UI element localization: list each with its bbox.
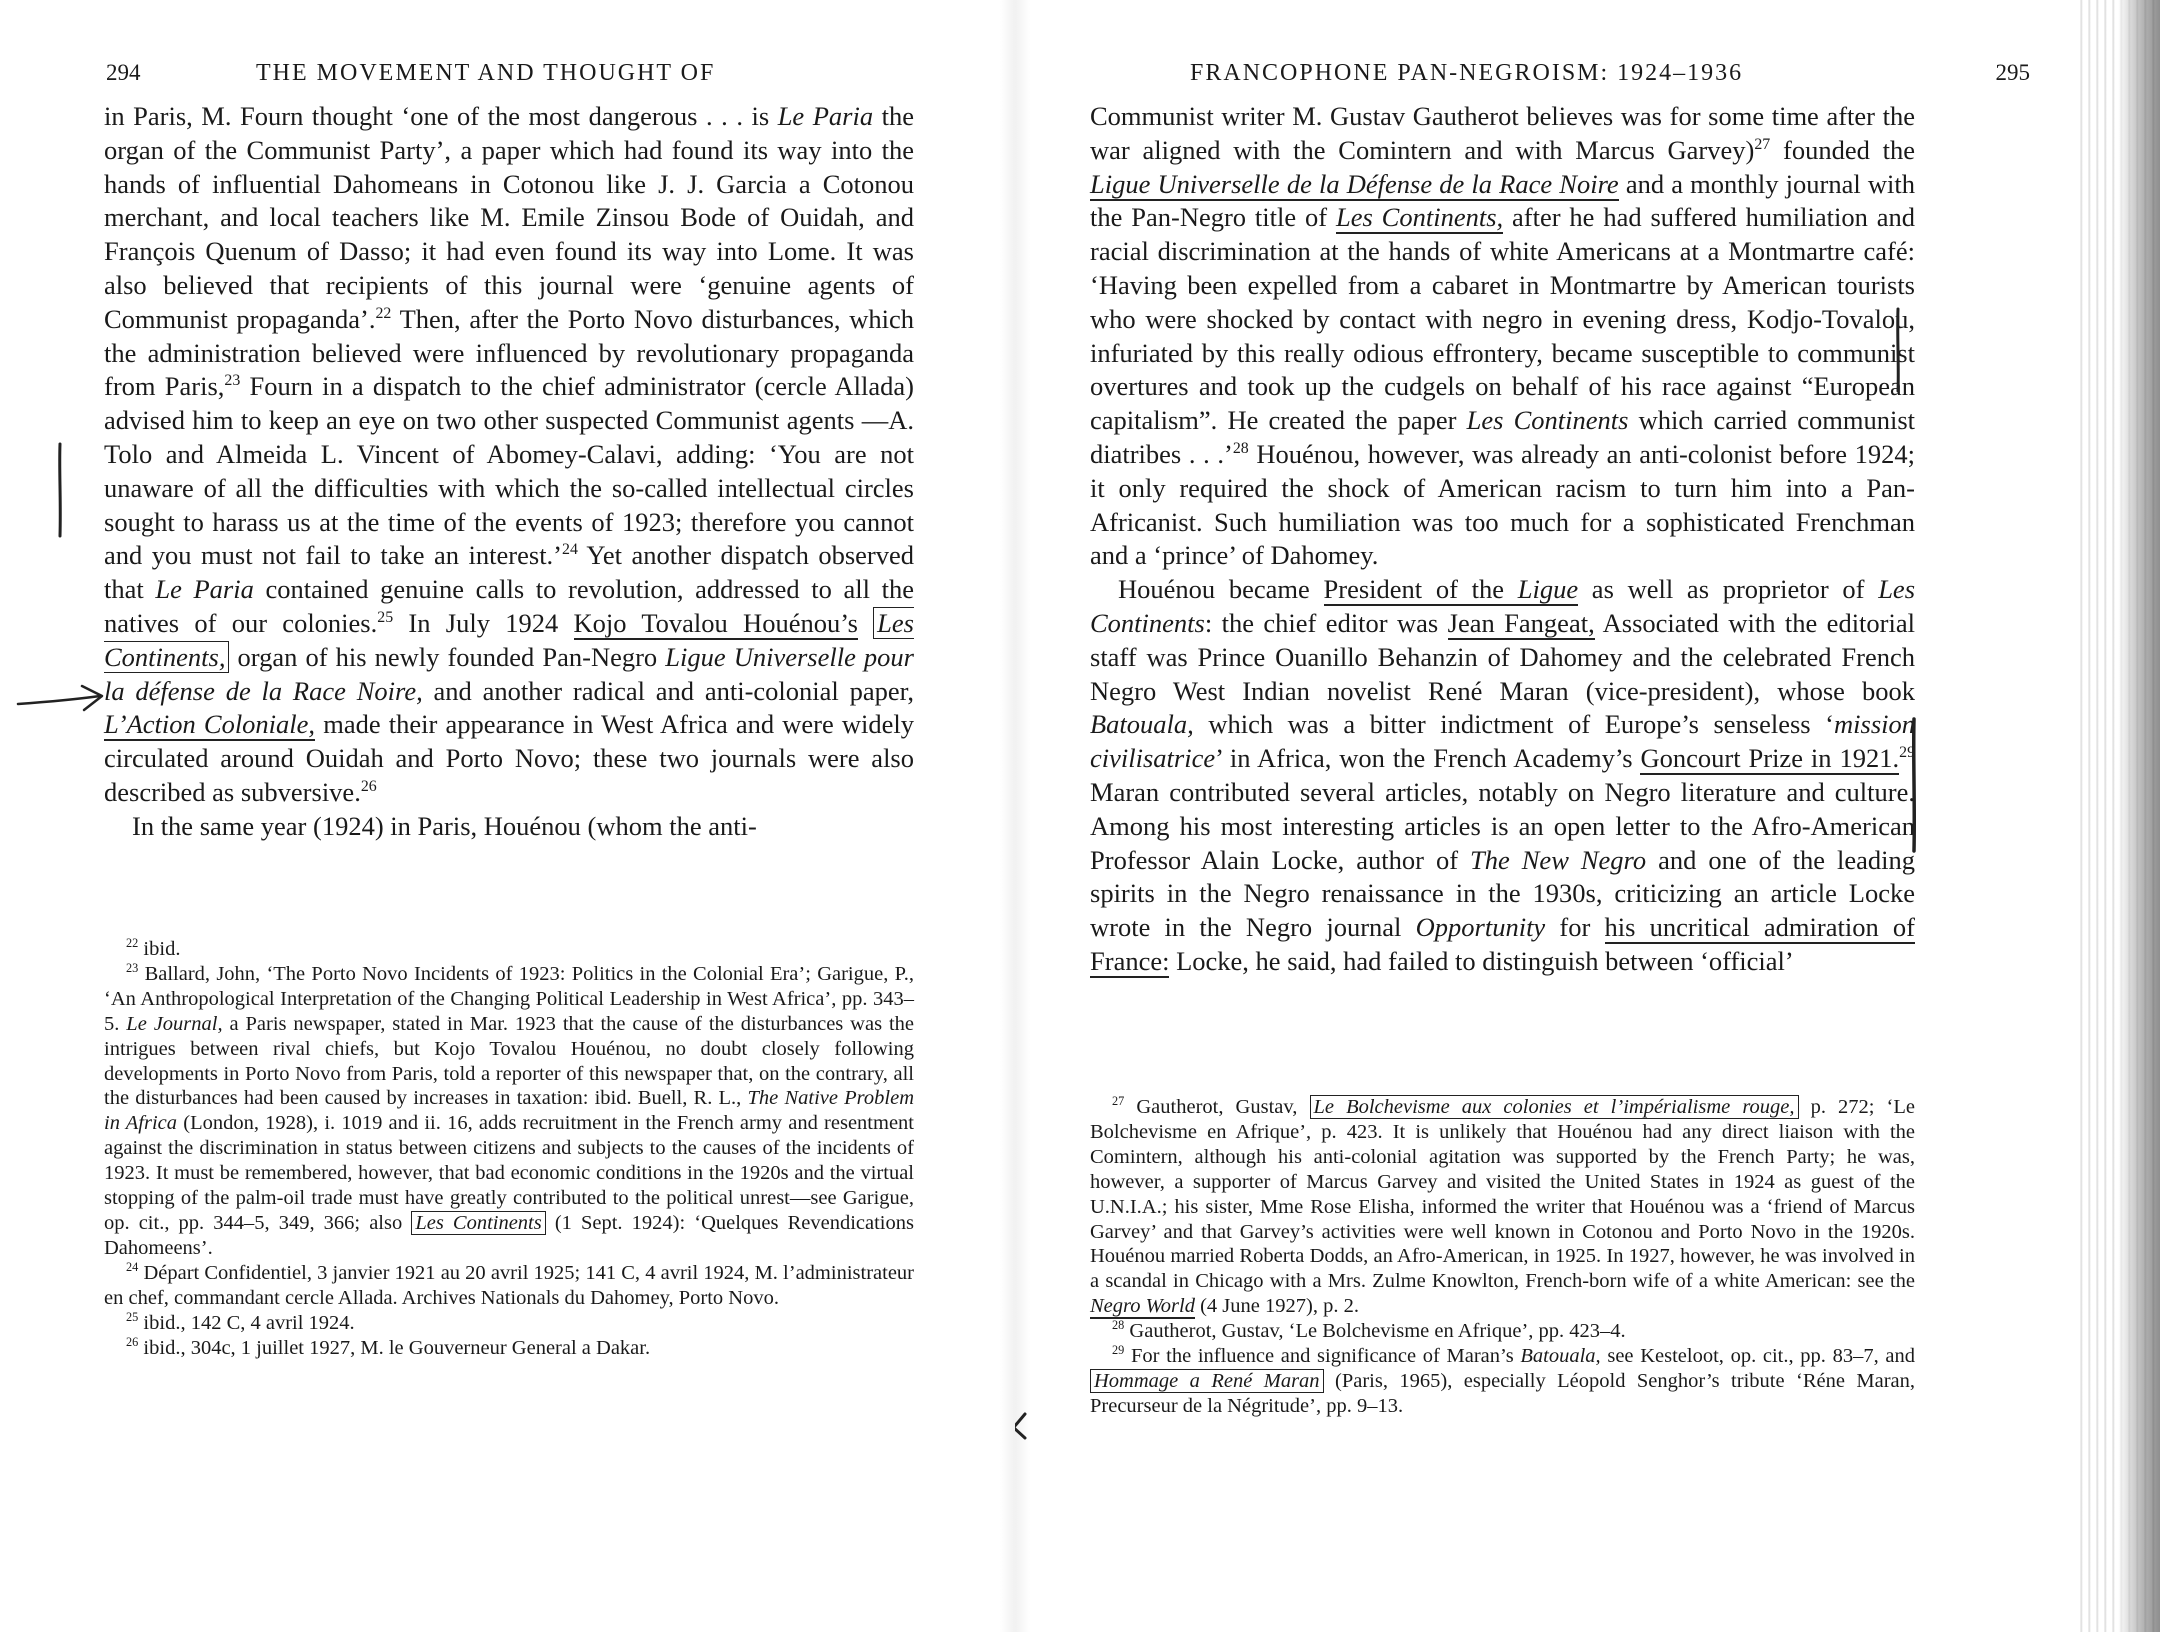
footnote-26: $^{26}$ ibid., 304c, 1 juillet 1927, M. le Gouverneur General a Dakar.	[126, 1334, 651, 1359]
footnote-ref-26: 26	[360, 778, 377, 796]
left-footnotes	[104, 937, 914, 1360]
footnote-ref-27: 27	[1754, 135, 1771, 153]
handwritten-underline-fangeat: Jean Fangeat,	[1447, 607, 1595, 638]
left-page-header	[106, 60, 906, 96]
handwritten-underline-les-continents: Les Continents,	[1335, 202, 1504, 233]
right-paragraph-2: Houénou became President of the Ligue as well as proprietor of Les Continents: the chief editor was Jean Fangeat, Associated with the editorial staff was Prince Ouanillo Behanzin of Dahomey and the celebrated French Negro West Indian novelist René Maran (vice-president), whose book Batouala, which was a bitter indictment of Europe’s senseless ‘mission civilisatrice’ in Africa, won the French Academy’s Goncourt Prize in 1921.29 Maran contributed several articles, notably on Negro literature and culture. Among his most interesting articles is an open letter to the Afro-American Professor Alain Locke, author of The New Negro and one of the leading spirits in the Negro renaissance in the 1930s, criticizing an article Locke wrote in the Negro journal Opportunity for his uncritical admiration of France: Locke, he said, had failed to distinguish between ‘official’	[1090, 574, 1916, 976]
right-running-head: FRANCOPHONE PAN-NEGROISM: 1924–1936	[1190, 60, 1744, 86]
left-paragraph-2: In the same year (1924) in Paris, Houénou (whom the anti-	[132, 810, 757, 841]
margin-bar-mark	[50, 440, 70, 540]
handwritten-box-les-continents: Les Continents,	[104, 607, 914, 672]
left-running-head: THE MOVEMENT AND THOUGHT OF	[256, 60, 716, 86]
left-page-number: 294	[106, 60, 141, 85]
footnote-ref-22: 22	[375, 304, 392, 322]
footnote-28: $^{28}$ Gautherot, Gustav, ‘Le Bolchevisme en Afrique’, pp. 423–4.	[1112, 1318, 1626, 1343]
right-paragraph-1: Communist writer M. Gustav Gautherot believes was for some time after the war aligned with the Comintern and with Marcus Garvey)$^{27}$ founded the Ligue Universelle de la Défense de la Race Noire and a monthly journal with the Pan-Negro title of Les Continents, after he had suffered humiliation and racial discrimination at the hands of white Americans at a Montmartre café: ‘Having been expelled from a cabaret in Montmartre by American tourists who were shocked by contact with negro in evening dress, Kodjo-Tovalou, infuriated by this really odious effrontery, became susceptible to communist overtures and took up the cudgels on behalf of his race against “European capitalism”. He created the paper Les Continents which carried communist diatribes . . .’$^{28}$ Houénou, however, was already an anti-colonist before 1924; it only required the shock of American racism to turn him into a Pan-Africanist. Such humiliation was too much for a sophisticated Frenchman and a ‘prince’ of Dahomey.	[1090, 101, 1916, 571]
footnote-25: $^{25}$ ibid., 142 C, 4 avril 1924.	[126, 1309, 355, 1334]
handwritten-underline-negro-world: Negro World	[1090, 1295, 1195, 1318]
right-page-number: 295	[1995, 60, 2030, 85]
handwritten-underline-admiration: his uncritical admiration of France:	[1090, 912, 1915, 976]
handwritten-underline-ligue: Ligue Universelle de la Défense de la Race Noire	[1090, 168, 1619, 199]
handwritten-underline-houenou: Kojo Tovalou Houénou’s	[573, 607, 858, 638]
footnote-ref-29: 29	[1899, 744, 1916, 762]
right-footnotes	[1090, 1095, 1915, 1419]
handwritten-underline-action-coloniale: L’Action Coloniale,	[104, 709, 316, 740]
footnote-24: $^{24}$ Départ Confidentiel, 3 janvier 1921 au 20 avril 1925; 141 C, 4 avril 1924, M. l’administrateur en chef, commandant cercle Allada. Archives Nationals du Dahomey, Porto Novo.	[104, 1259, 914, 1309]
footnote-29: $^{29}$ For the influence and significance of Maran’s Batouala, see Kesteloot, op. cit., pp. 83–7, and Hommage a René Maran (Paris, 1965), especially Léopold Senghor’s tribute ‘Réne Maran, Precurseur de la Négritude’, pp. 9–13.	[1090, 1343, 1915, 1417]
left-paragraph-1: in Paris, M. Fourn thought ‘one of the most dangerous . . . is Le Paria the organ of the Communist Party’, a paper which had found its way into the hands of influential Dahomeans in Cotonou like J. J. Garcia a Cotonou merchant, and local teachers like M. Emile Zinsou Bode of Ouidah, and François Quenum of Dasso; it had even found its way into Lome. It was also believed that recipients of this journal were ‘genuine agents of Communist propaganda’.$^{22}$ Then, after the Porto Novo disturbances, which the administration believed were influenced by revolutionary propaganda from Paris,$^{23}$ Fourn in a dispatch to the chief administrator (cercle Allada) advised him to keep an eye on two other suspected Communist agents —A. Tolo and Almeida L. Vincent of Abomey-Calavi, adding: ‘You are not unaware of all the difficulties with which the so-called intellectual circles sought to harass us at the time of the events of 1923; therefore you cannot and you must not fail to take an interest.’$^{24}$ Yet another dispatch observed that Le Paria contained genuine calls to revolution, addressed to all the natives of our colonies.$^{25}$ In July 1924 Kojo Tovalou Houénou’s Les Continents, organ of his newly founded Pan-Negro Ligue Universelle pour la défense de la Race Noire, and another radical and anti-colonial paper, L’Action Coloniale, made their appearance in West Africa and were widely circulated around Ouidah and Porto Novo; these two journals were also described as subversive.$^{26}$	[104, 101, 915, 807]
handwritten-box-hommage: Hommage a René Maran	[1090, 1369, 1324, 1393]
handwritten-box-bolchevisme: Le Bolchevisme aux colonies et l’impérialisme rouge,	[1310, 1095, 1799, 1119]
left-body-text	[104, 100, 914, 844]
footnote-23: $^{23}$ Ballard, John, ‘The Porto Novo Incidents of 1923: Politics in the Colonial Era’; Garigue, P., ‘An Anthropological Interpretation of the Changing Political Leadership in West Africa’, pp. 343–5. Le Journal, a Paris newspaper, stated in Mar. 1923 that the cause of the disturbances was the intrigues between rival chiefs, but Kojo Tovalou Houénou, no doubt closely following developments in Porto Novo from Paris, told a reporter of this newspaper that, on the contrary, all the disturbances had been caused by increases in taxation: ibid. Buell, R. L., The Native Problem in Africa (London, 1928), i. 1019 and ii. 16, adds recruitment in the French army and resentment against the discrimination in status between citizens and subjects to the causes of the incidents of 1923. It must be remembered, however, that bad economic conditions in the 1920s and the virtual stopping of the palm-oil trade must have greatly contributed to the political unrest—see Garigue, op. cit., pp. 344–5, 349, 366; also Les Continents (1 Sept. 1924): ‘Quelques Revendications Dahomeens’.	[104, 961, 915, 1259]
right-page	[1015, 0, 2160, 1632]
right-page-header	[1190, 60, 2030, 96]
handwritten-underline-goncourt: Goncourt Prize in 1921.	[1640, 743, 1900, 774]
margin-x-mark-icon	[1015, 1408, 1031, 1444]
footnote-ref-24: 24	[562, 541, 578, 559]
left-page	[0, 0, 1015, 1632]
handwritten-underline-president: President of the Ligue	[1323, 574, 1579, 605]
page-edge-dark	[2118, 0, 2160, 1632]
footnote-22: $^{22}$ ibid.	[126, 936, 181, 960]
footnote-ref-28: 28	[1232, 440, 1249, 458]
footnote-ref-25: 25	[377, 609, 394, 627]
footnote-ref-23: 23	[224, 372, 241, 390]
footnote-27: $^{27}$ Gautherot, Gustav, Le Bolchevisme aux colonies et l’impérialisme rouge, p. 272; ‘Le Bolchevisme en Afrique’, p. 423. It is unlikely that Houénou had any direct liaison with the Comintern, although his anti-colonial agitation was supported by the French Party; he was, however, a supporter of Marcus Garvey and visited the United States in 1924 as guest of the U.N.I.A.; his sister, Mme Rose Elisha, informed the writer that Houénou was a ‘friend of Marcus Garvey’ and that Garvey’s activities were well known in Cotonou and Porto Novo in the 1920s. Houénou married Roberta Dodds, an Afro-American, in 1925. In 1927, however, he was involved in a scandal in Chicago with a Mrs. Zulme Knowlton, French-born wife of a white American: see the Negro World (4 June 1927), p. 2.	[1090, 1094, 1916, 1318]
handwritten-box-les-continents-note: Les Continents	[411, 1211, 545, 1235]
margin-arrow-icon	[16, 680, 108, 720]
right-body-text	[1090, 100, 1915, 979]
